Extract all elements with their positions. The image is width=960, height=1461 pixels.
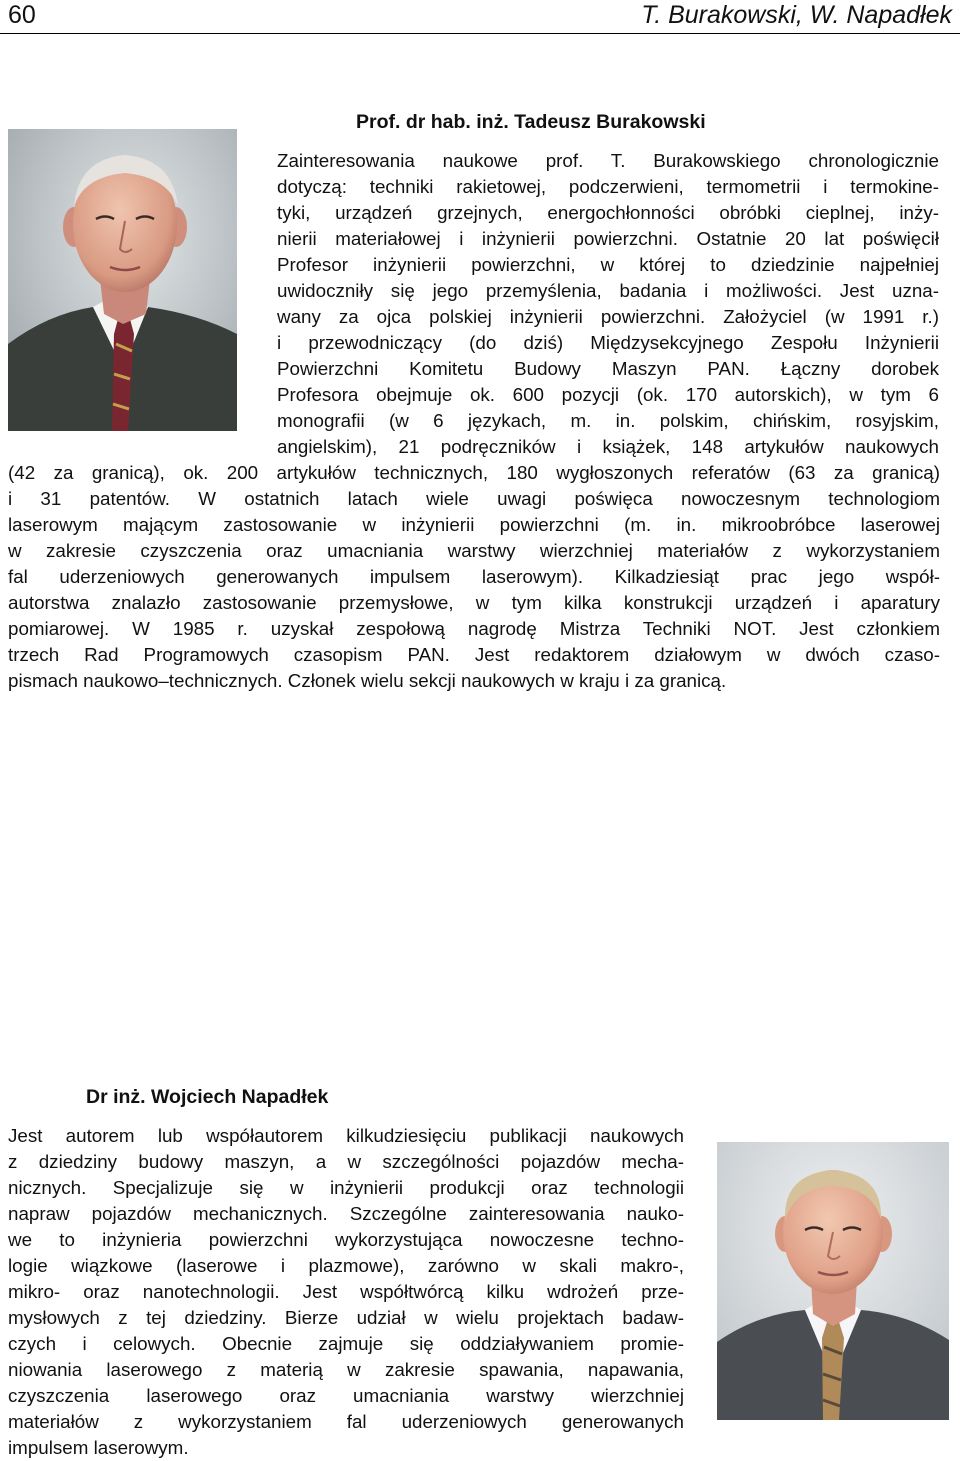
text-line: nicznych. Specjalizuje się w inżynierii produkcji oraz technologii	[8, 1177, 684, 1198]
text-line: czyszczenia laserowego oraz umacniania warstwy wierzchniej	[8, 1385, 684, 1406]
bio1-name: Prof. dr hab. inż. Tadeusz Burakowski	[356, 111, 706, 133]
text-line: we to inżynieria powierzchni wykorzystująca nowoczesne techno-	[8, 1229, 684, 1250]
bio2-text	[8, 1123, 684, 1461]
text-line: Profesor inżynierii powierzchni, w której to dziedzinie najpełniej	[277, 254, 939, 275]
text-line: mysłowych z tej dziedziny. Bierze udział w wielu projektach badaw-	[8, 1307, 684, 1328]
text-line: nierii materiałowej i inżynierii powierzchni. Ostatnie 20 lat poświęcił	[277, 228, 939, 249]
text-line: pismach naukowo–technicznych. Członek wielu sekcji naukowych w kraju i za granicą.	[8, 670, 727, 691]
header-rule	[0, 33, 960, 34]
text-line: impulsem laserowym.	[8, 1437, 189, 1458]
portrait-icon	[717, 1142, 949, 1420]
text-line: uwidoczniły się jego przemyślenia, badania i możliwości. Jest uzna-	[277, 280, 939, 301]
portrait-photo-napadlek	[717, 1142, 949, 1420]
text-line: Jest autorem lub współautorem kilkudziesięciu publikacji naukowych	[8, 1125, 684, 1146]
text-line: i przewodniczący (do dziś) Międzysekcyjnego Zespołu Inżynierii	[277, 332, 939, 353]
text-line: laserowym mającym zastosowanie w inżynierii powierzchni (m. in. mikroobróbce laserowej	[8, 514, 940, 535]
text-line: i 31 patentów. W ostatnich latach wiele uwagi poświęca nowoczesnym technologiom	[8, 488, 940, 509]
text-line: wany za ojca polskiej inżynierii powierzchni. Założyciel (w 1991 r.)	[277, 306, 939, 327]
page-number: 60	[8, 1, 36, 29]
text-line: czych i celowych. Obecnie zajmuje się oddziaływaniem promie-	[8, 1333, 684, 1354]
text-line: fal uderzeniowych generowanych impulsem laserowym). Kilkadziesiąt prac jego współ-	[8, 566, 940, 587]
bio2-name: Dr inż. Wojciech Napadłek	[86, 1086, 329, 1108]
text-line: logie wiązkowe (laserowe i plazmowe), zarówno w skali makro-,	[8, 1255, 684, 1276]
running-title: T. Burakowski, W. Napadłek	[641, 1, 952, 29]
text-line: Zainteresowania naukowe prof. T. Burakowskiego chronologicznie	[277, 150, 939, 171]
text-line: autorstwa znalazło zastosowanie przemysłowe, w tym kilka konstrukcji urządzeń i aparatury	[8, 592, 940, 613]
text-line: pomiarowej. W 1985 r. uzyskał zespołową nagrodę Mistrza Techniki NOT. Jest członkiem	[8, 618, 940, 639]
text-line: w zakresie czyszczenia oraz umacniania warstwy wierzchniej materiałów z wykorzystaniem	[8, 540, 940, 561]
text-line: trzech Rad Programowych czasopism PAN. Jest redaktorem działowym w dwóch czaso-	[8, 644, 940, 665]
bio1-text-beside-photo	[277, 148, 939, 460]
text-line: (42 za granicą), ok. 200 artykułów technicznych, 180 wygłoszonych referatów (63 za granicą)	[8, 462, 940, 483]
portrait-photo-burakowski	[8, 129, 237, 431]
text-line: angielskim), 21 podręczników i książek, 148 artykułów naukowych	[277, 436, 939, 457]
text-line: niowania laserowego z materią w zakresie spawania, napawania,	[8, 1359, 684, 1380]
text-line: z dziedziny budowy maszyn, a w szczególności pojazdów mecha-	[8, 1151, 684, 1172]
text-line: dotyczą: techniki rakietowej, podczerwieni, termometrii i termokine-	[277, 176, 939, 197]
portrait-icon	[8, 129, 237, 431]
text-line: napraw pojazdów mechanicznych. Szczególne zainteresowania nauko-	[8, 1203, 684, 1224]
text-line: mikro- oraz nanotechnologii. Jest współtwórcą kilku wdrożeń prze-	[8, 1281, 684, 1302]
text-line: Powierzchni Komitetu Budowy Maszyn PAN. Łączny dorobek	[277, 358, 939, 379]
text-line: monografii (w 6 językach, m. in. polskim, chińskim, rosyjskim,	[277, 410, 939, 431]
text-line: tyki, urządzeń grzejnych, energochłonności obróbki cieplnej, inży-	[277, 202, 939, 223]
text-line: materiałów z wykorzystaniem fal uderzeniowych generowanych	[8, 1411, 684, 1432]
text-line: Profesora obejmuje ok. 600 pozycji (ok. 170 autorskich), w tym 6	[277, 384, 939, 405]
bio1-text-full-width	[8, 460, 940, 694]
